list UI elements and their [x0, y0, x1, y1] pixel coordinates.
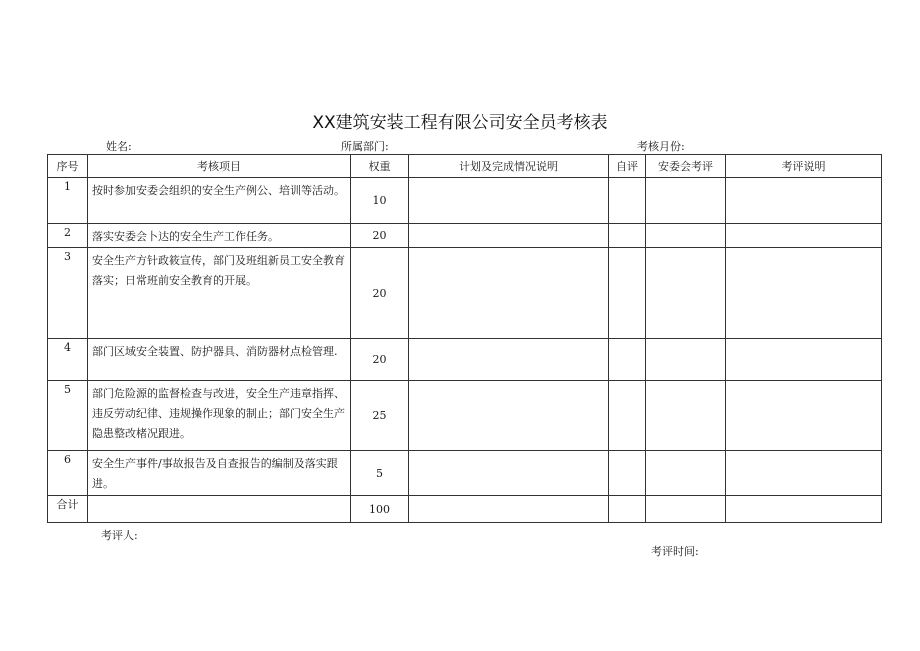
- department-label: 所属部门:: [341, 140, 389, 153]
- total-label: 合计: [48, 496, 88, 523]
- plan-cell[interactable]: [409, 381, 609, 451]
- committee-eval-cell[interactable]: [646, 339, 726, 381]
- comment-cell[interactable]: [726, 381, 882, 451]
- self-eval-cell[interactable]: [609, 339, 646, 381]
- assessment-item: 部门区域安全装置、防护器具、消防器材点检管理.: [88, 339, 351, 381]
- assessment-item: 落实安委会卜达的安全生产工作任务。: [88, 224, 351, 248]
- header-cell: 权重: [351, 155, 409, 178]
- header-cell: 计划及完成情况说明: [409, 155, 609, 178]
- self-eval-cell[interactable]: [609, 248, 646, 339]
- reviewer-label: 考评人:: [101, 529, 138, 542]
- weight-cell: 10: [351, 178, 409, 224]
- comment-cell[interactable]: [726, 224, 882, 248]
- weight-cell: 20: [351, 339, 409, 381]
- weight-cell: 5: [351, 451, 409, 496]
- assessment-item: 安全生产事件/事故报告及自查报告的编制及落实跟进。: [88, 451, 351, 496]
- header-cell: 考评说明: [726, 155, 882, 178]
- row-number: 2: [48, 224, 88, 248]
- plan-cell[interactable]: [409, 224, 609, 248]
- total-weight: 100: [351, 496, 409, 523]
- plan-cell[interactable]: [409, 339, 609, 381]
- plan-cell[interactable]: [409, 451, 609, 496]
- table-row: [48, 178, 882, 224]
- row-number: 4: [48, 339, 88, 381]
- header-cell: 考核项目: [88, 155, 351, 178]
- committee-eval-cell[interactable]: [646, 381, 726, 451]
- review-time-label: 考评时间:: [651, 545, 699, 558]
- assessment-item: 安全生产方针政筱宣传，部门及班组新员工安全教育落实；日常班前安全教育的开展。: [88, 248, 351, 339]
- document-title: XX建筑安装工程有限公司安全员考核表: [312, 113, 608, 133]
- table-header-row: [48, 155, 882, 178]
- committee-eval-cell[interactable]: [646, 451, 726, 496]
- header-cell: 自评: [609, 155, 646, 178]
- table-row: [48, 339, 882, 381]
- comment-cell[interactable]: [726, 178, 882, 224]
- comment-cell[interactable]: [726, 451, 882, 496]
- table-row: [48, 248, 882, 339]
- table-row: [48, 451, 882, 496]
- row-number: 1: [48, 178, 88, 224]
- assessment-table: [47, 154, 882, 523]
- comment-cell[interactable]: [726, 496, 882, 523]
- plan-cell[interactable]: [409, 248, 609, 339]
- committee-eval-cell[interactable]: [646, 224, 726, 248]
- committee-eval-cell[interactable]: [646, 248, 726, 339]
- committee-eval-cell[interactable]: [646, 496, 726, 523]
- table-row: [48, 224, 882, 248]
- comment-cell[interactable]: [726, 248, 882, 339]
- comment-cell[interactable]: [726, 339, 882, 381]
- total-row: [48, 496, 882, 523]
- self-eval-cell[interactable]: [609, 224, 646, 248]
- total-item-cell: [88, 496, 351, 523]
- assessment-month-label: 考核月份:: [637, 140, 685, 153]
- self-eval-cell[interactable]: [609, 496, 646, 523]
- assessment-item: 部门危险源的监督检查与改进，安全生产违章指挥、违反劳动纪律、违规操作现象的制止；部门安全生产隐患整改楮况跟进。: [88, 381, 351, 451]
- row-number: 6: [48, 451, 88, 496]
- row-number: 5: [48, 381, 88, 451]
- self-eval-cell[interactable]: [609, 451, 646, 496]
- header-cell: 序号: [48, 155, 88, 178]
- weight-cell: 20: [351, 224, 409, 248]
- self-eval-cell[interactable]: [609, 381, 646, 451]
- weight-cell: 20: [351, 248, 409, 339]
- table-row: [48, 381, 882, 451]
- weight-cell: 25: [351, 381, 409, 451]
- plan-cell[interactable]: [409, 496, 609, 523]
- name-label: 姓名:: [106, 140, 132, 153]
- plan-cell[interactable]: [409, 178, 609, 224]
- self-eval-cell[interactable]: [609, 178, 646, 224]
- row-number: 3: [48, 248, 88, 339]
- header-cell: 安委会考评: [646, 155, 726, 178]
- assessment-item: 按时参加安委会组织的安全生产例公、培训等活动。: [88, 178, 351, 224]
- committee-eval-cell[interactable]: [646, 178, 726, 224]
